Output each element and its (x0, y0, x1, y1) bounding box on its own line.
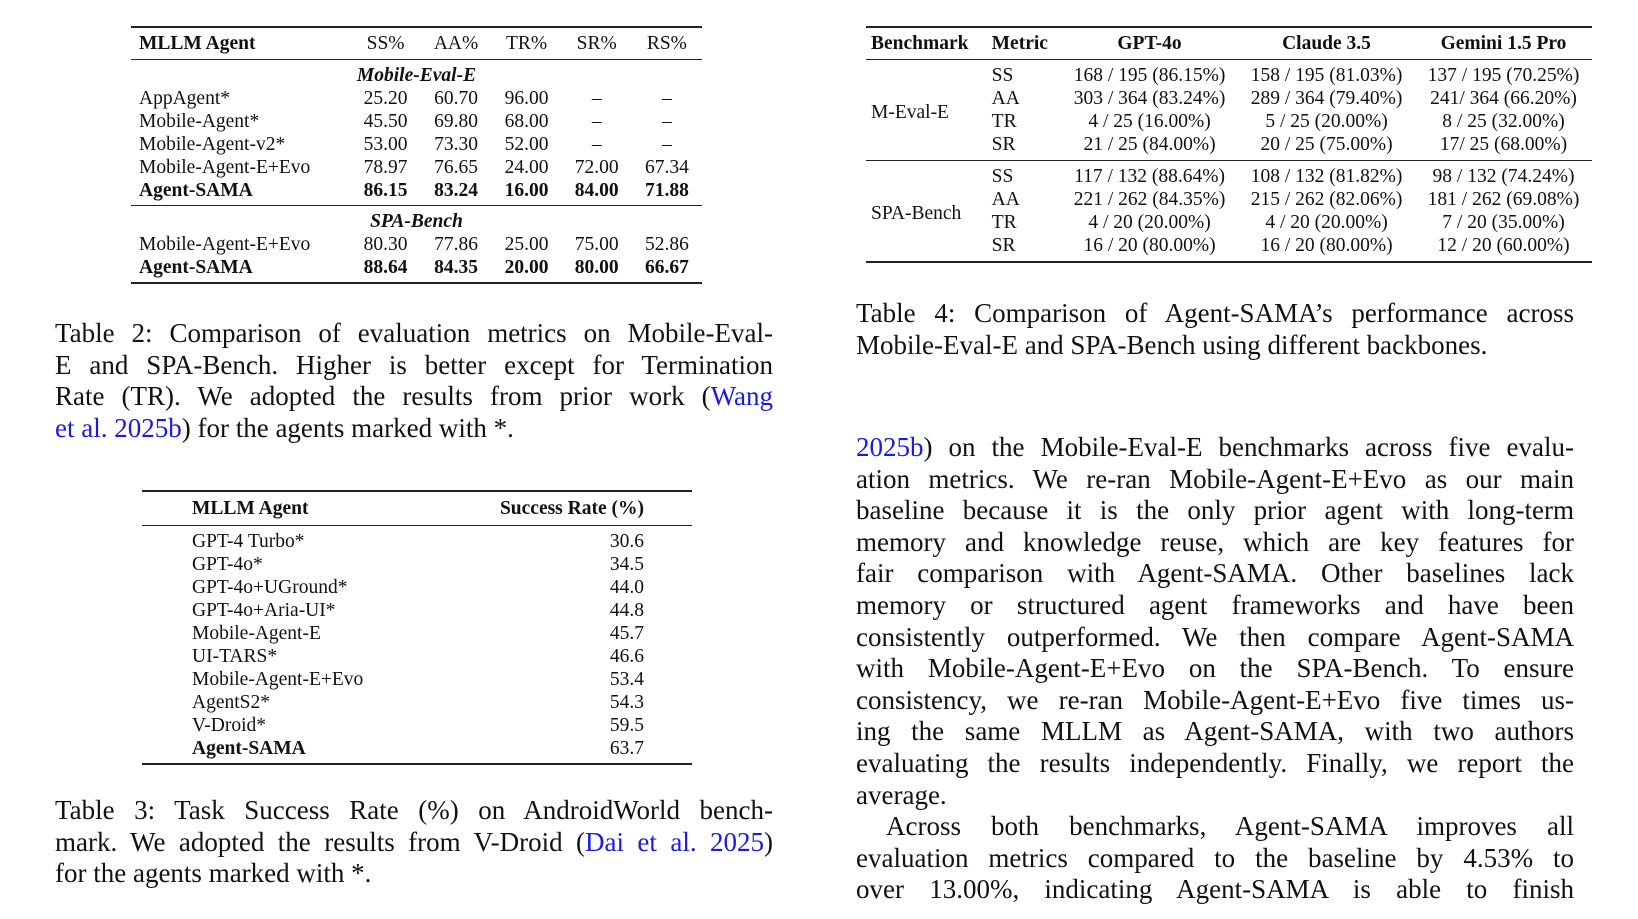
benchmark-name: SPA-Bench (866, 161, 987, 263)
agent-name: V-Droid* (192, 715, 267, 736)
agent-name: UI-TARS* (192, 646, 278, 667)
text-span: Table 2: Comparison of evaluation metrics on Mobile-Eval- (55, 318, 773, 348)
text-line (856, 495, 1574, 527)
table-row (142, 668, 692, 691)
metric-value: 88.64 (363, 257, 408, 278)
agent-name: AgentS2* (192, 692, 270, 713)
success-rate: 53.4 (609, 669, 644, 690)
text-line (856, 622, 1574, 654)
metric-value: 16.00 (491, 179, 561, 206)
metric-value: 84.35 (434, 257, 478, 278)
metric-value: 4 / 25 (16.00%) (1088, 111, 1211, 132)
metric-value: 25.20 (363, 88, 408, 109)
text-span: consistently outperformed. We then compare Agent-SAMA (856, 621, 1574, 652)
table-header-row (142, 491, 692, 526)
text-line (856, 811, 1574, 843)
metric-value: 76.65 (434, 157, 478, 178)
metric-value: 215 / 262 (82.06%) (1250, 189, 1403, 210)
table-row (131, 179, 702, 206)
text-span: memory or structured agent frameworks and have been (856, 589, 1574, 620)
metric-name: TR (991, 212, 1017, 233)
text-span: mark. We adopted the results from V-Droid ( (55, 826, 585, 857)
text-span: fair comparison with Agent-SAMA. Other baselines lack (856, 558, 1574, 589)
metric-value: 8 / 25 (32.00%) (1442, 111, 1565, 132)
section-row (131, 60, 702, 88)
table-3 (142, 490, 692, 765)
citation-link[interactable]: Wang (710, 381, 773, 412)
body-paragraph-2 (856, 811, 1574, 906)
metric-value: 16 / 20 (80.00%) (1083, 235, 1216, 256)
agent-name: GPT-4o+Aria-UI* (192, 600, 336, 621)
agent-name: Agent-SAMA (192, 738, 306, 759)
metric-value: 241/ 364 (66.20%) (1430, 88, 1577, 109)
metric-name: AA (991, 88, 1020, 109)
text-span: baseline because it is the only prior agent with long-term (856, 495, 1574, 526)
text-span: average. (856, 779, 947, 810)
success-rate: 44.0 (609, 577, 644, 598)
text-span: Mobile-Eval-E and SPA-Bench using different backbones. (856, 329, 1488, 360)
agent-name: GPT-4o+UGround* (192, 577, 348, 598)
metric-value: 75.00 (574, 234, 619, 255)
table-row (131, 133, 702, 156)
text-line (856, 843, 1574, 875)
metric-value: 158 / 195 (81.03%) (1250, 65, 1403, 86)
section-title: Mobile-Eval-E (356, 65, 477, 86)
metric-value: 80.30 (363, 234, 408, 255)
metric-value: 17/ 25 (68.00%) (1415, 133, 1592, 161)
metric-value: 303 / 364 (83.24%) (1073, 88, 1226, 109)
table-row (131, 256, 702, 283)
agent-name: GPT-4 Turbo* (192, 531, 305, 552)
table-2-caption (55, 318, 773, 444)
agent-name: Mobile-Agent-v2* (139, 134, 286, 155)
text-line (856, 464, 1574, 496)
table-row (142, 645, 692, 668)
text-line (856, 298, 1574, 330)
metric-value: 108 / 132 (81.82%) (1250, 166, 1403, 187)
text-line (856, 330, 1574, 362)
metric-value: 181 / 262 (69.08%) (1427, 189, 1580, 210)
metric-value: 52.00 (504, 134, 549, 155)
metric-value: – (662, 88, 672, 109)
text-line (55, 795, 773, 827)
text-line (856, 558, 1574, 590)
metric-value: 289 / 364 (79.40%) (1250, 88, 1403, 109)
column-header: Success Rate (%) (436, 491, 692, 526)
text-line (856, 653, 1574, 685)
text-span: for the agents marked with *. (55, 858, 372, 889)
agent-name: Mobile-Agent-E (192, 623, 321, 644)
agent-name: Mobile-Agent-E+Evo (139, 234, 311, 255)
column-header: Gemini 1.5 Pro (1415, 27, 1592, 60)
text-line (55, 350, 773, 382)
text-span: evaluating the results independently. Finally, we report the (856, 747, 1574, 778)
citation-link[interactable]: Dai et al. 2025 (585, 826, 764, 857)
metric-value: 60.70 (434, 88, 478, 109)
column-header: SS% (351, 27, 421, 60)
citation-link[interactable]: 2025b (856, 432, 924, 462)
text-span: ing the same MLLM as Agent-SAMA, with two authors (856, 716, 1574, 747)
table-4-caption (856, 298, 1574, 361)
column-header: GPT-4o (1061, 27, 1238, 60)
table-row (131, 233, 702, 256)
metric-value: 24.00 (504, 157, 549, 178)
metric-name: SS (991, 166, 1014, 187)
text-line (856, 748, 1574, 780)
table-2 (131, 26, 702, 284)
metric-value: – (591, 134, 602, 155)
text-span: ) for the agents marked with *. (181, 412, 514, 443)
table-header-row (866, 27, 1592, 60)
metric-value: 52.86 (644, 234, 689, 255)
column-header: TR% (491, 27, 561, 60)
agent-name: Mobile-Agent* (139, 111, 260, 132)
text-line (55, 413, 773, 445)
text-line (856, 716, 1574, 748)
metric-name: SS (991, 65, 1014, 86)
success-rate: 30.6 (609, 531, 644, 552)
column-header: Benchmark (866, 27, 987, 60)
text-line (856, 780, 1574, 812)
metric-value: 16 / 20 (80.00%) (1260, 235, 1393, 256)
success-rate: 54.3 (609, 692, 644, 713)
section-row (131, 206, 702, 234)
table-row (142, 691, 692, 714)
metric-value: 96.00 (504, 88, 549, 109)
metric-value: 84.00 (562, 179, 632, 206)
metric-value: 117 / 132 (88.64%) (1074, 166, 1226, 187)
metric-name: SR (987, 133, 1061, 161)
success-rate: 34.5 (609, 554, 644, 575)
table-row (142, 737, 692, 764)
metric-name: AA (991, 189, 1020, 210)
metric-value: – (591, 111, 602, 132)
metric-value: 53.00 (363, 134, 408, 155)
table-row (131, 156, 702, 179)
text-line (856, 432, 1574, 464)
metric-value: 71.88 (632, 179, 702, 206)
metric-value: 77.86 (434, 234, 478, 255)
citation-link[interactable]: et al. 2025b (55, 412, 182, 443)
metric-value: – (662, 111, 672, 132)
metric-value: 4 / 20 (20.00%) (1088, 212, 1211, 233)
agent-name: Mobile-Agent-E+Evo (139, 157, 311, 178)
table-4 (866, 26, 1592, 263)
column-header: MLLM Agent (131, 27, 351, 60)
text-span: ) on the Mobile-Eval-E benchmarks across five evalu- (923, 432, 1574, 462)
metric-value: 5 / 25 (20.00%) (1265, 111, 1388, 132)
table-row (142, 599, 692, 622)
metric-value: 21 / 25 (84.00%) (1061, 133, 1238, 161)
table-row (142, 526, 692, 554)
metric-value: 72.00 (574, 157, 619, 178)
metric-value: 67.34 (644, 157, 689, 178)
agent-name: AppAgent* (139, 88, 230, 109)
success-rate: 63.7 (609, 738, 644, 759)
benchmark-name: M-Eval-E (866, 60, 987, 161)
metric-value: 69.80 (434, 111, 478, 132)
metric-value: 7 / 20 (35.00%) (1442, 212, 1565, 233)
table-3-caption (55, 795, 773, 890)
text-line (55, 381, 773, 413)
metric-value: 4 / 20 (20.00%) (1265, 212, 1388, 233)
text-span: Across both benchmarks, Agent-SAMA improves all (886, 811, 1574, 841)
agent-name: Agent-SAMA (131, 179, 351, 206)
agent-name: Mobile-Agent-E+Evo (192, 669, 364, 690)
metric-value: 168 / 195 (86.15%) (1073, 65, 1226, 86)
text-span: with Mobile-Agent-E+Evo on the SPA-Bench. To ensure (856, 653, 1574, 684)
table-row (142, 576, 692, 599)
metric-value: 68.00 (504, 111, 549, 132)
column-header: AA% (421, 27, 492, 60)
metric-name: TR (991, 111, 1017, 132)
success-rate: 46.6 (609, 646, 644, 667)
column-header: SR% (562, 27, 632, 60)
text-line (856, 590, 1574, 622)
metric-value: 78.97 (363, 157, 408, 178)
metric-value: 221 / 262 (84.35%) (1073, 189, 1226, 210)
metric-value: 45.50 (363, 111, 408, 132)
text-line (856, 874, 1574, 906)
metric-value: 20.00 (504, 257, 549, 278)
text-span: E and SPA-Bench. Higher is better except for Termination (55, 349, 773, 380)
metric-value: 80.00 (574, 257, 619, 278)
metric-name: SR (991, 235, 1016, 256)
success-rate: 44.8 (609, 600, 644, 621)
table-row (142, 553, 692, 576)
text-span: consistency, we re-ran Mobile-Agent-E+Evo five times us- (856, 684, 1574, 715)
table-row (142, 714, 692, 737)
column-header: Metric (987, 27, 1061, 60)
success-rate: 45.7 (609, 623, 644, 644)
metric-value: 66.67 (644, 257, 689, 278)
agent-name: Agent-SAMA (139, 257, 253, 278)
metric-value: 86.15 (351, 179, 421, 206)
metric-value: – (662, 134, 672, 155)
table-row (142, 622, 692, 645)
text-span: Table 3: Task Success Rate (%) on AndroidWorld bench- (55, 795, 773, 825)
agent-name: GPT-4o* (192, 554, 263, 575)
metric-value: 98 / 132 (74.24%) (1432, 166, 1575, 187)
text-line (55, 858, 773, 890)
text-span: Table 4: Comparison of Agent-SAMA’s performance across (856, 298, 1574, 328)
text-span: over 13.00%, indicating Agent-SAMA is able to finish (856, 874, 1574, 905)
metric-value: 83.24 (421, 179, 492, 206)
text-line (856, 527, 1574, 559)
table-row (866, 161, 1592, 189)
text-span: memory and knowledge reuse, which are key features for (856, 526, 1574, 557)
metric-value: 12 / 20 (60.00%) (1437, 235, 1570, 256)
text-span: ) (764, 826, 773, 857)
table-header-row (131, 27, 702, 60)
text-line (55, 827, 773, 859)
success-rate: 59.5 (609, 715, 644, 736)
body-paragraph-1 (856, 432, 1574, 811)
table-row (131, 110, 702, 133)
text-line (856, 685, 1574, 717)
metric-value: 25.00 (504, 234, 549, 255)
text-span: Rate (TR). We adopted the results from prior work ( (55, 381, 711, 412)
text-line (55, 318, 773, 350)
metric-value: 73.30 (434, 134, 478, 155)
section-title: SPA-Bench (370, 211, 463, 232)
column-header: RS% (632, 27, 702, 60)
table-row (131, 87, 702, 110)
metric-value: 20 / 25 (75.00%) (1238, 133, 1415, 161)
metric-value: – (591, 88, 602, 109)
table-row (866, 60, 1592, 88)
column-header: Claude 3.5 (1238, 27, 1415, 60)
text-span: evaluation metrics compared to the baseline by 4.53% to (856, 842, 1574, 873)
metric-value: 137 / 195 (70.25%) (1427, 65, 1580, 86)
text-span: ation metrics. We re-ran Mobile-Agent-E+Evo as our main (856, 463, 1574, 494)
column-header: MLLM Agent (142, 491, 436, 526)
